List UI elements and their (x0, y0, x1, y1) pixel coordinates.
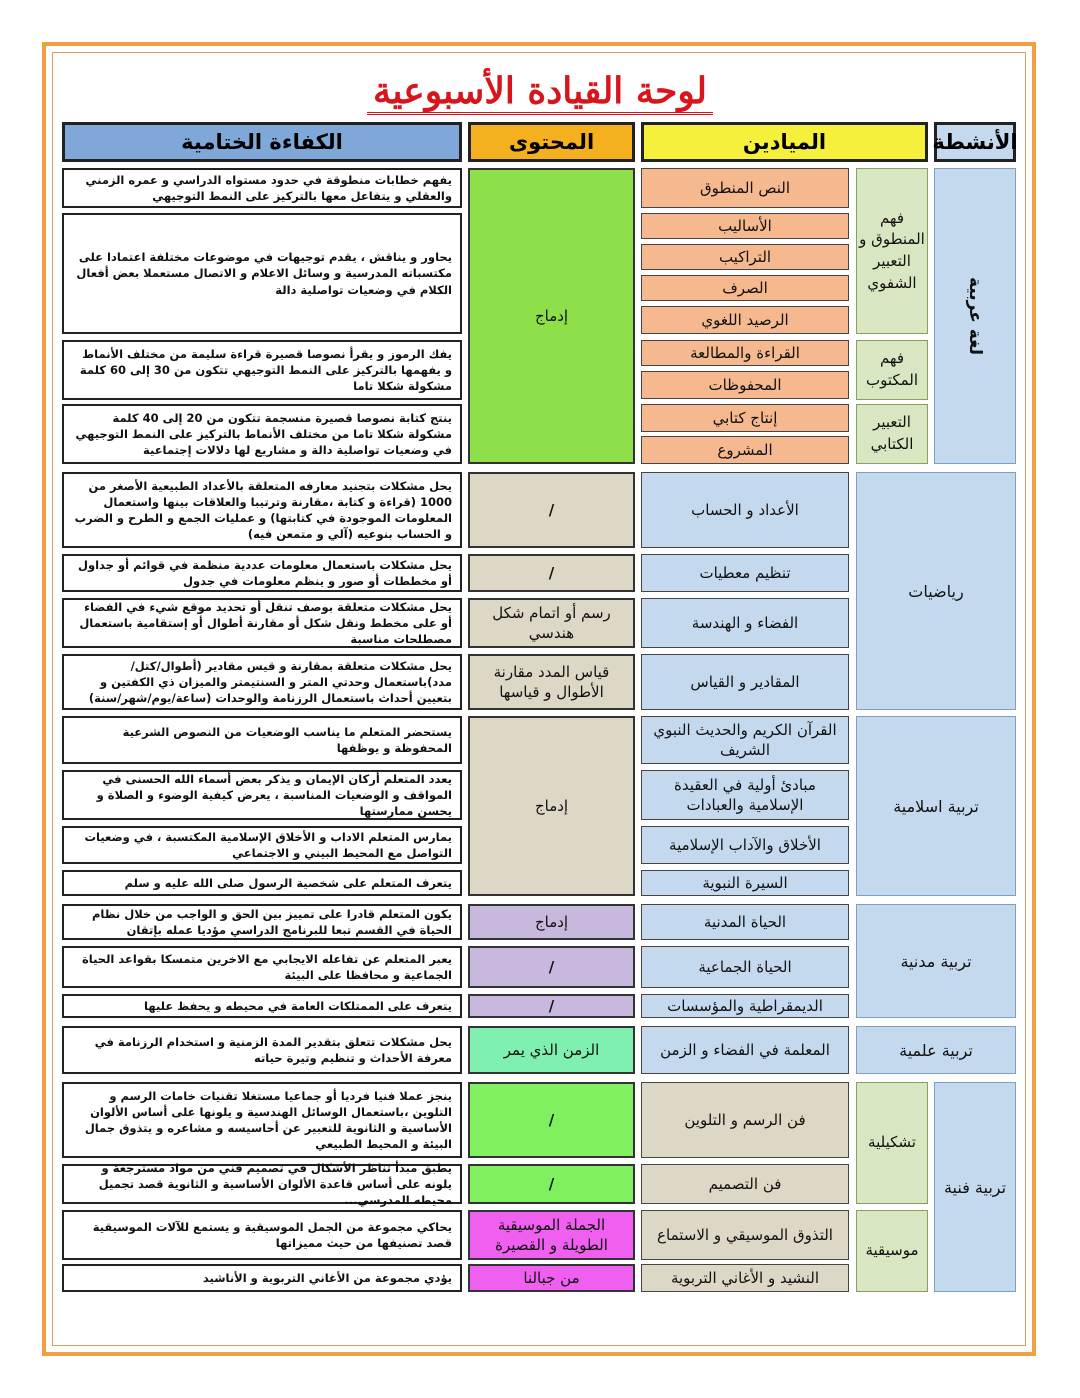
competency-15: يتعرف على الممتلكات العامة في محيطه و يحفظ عليها (62, 994, 462, 1018)
competency-7: يحل مشكلات متعلقة بوصف تنقل أو تحديد موقع شيء في الفضاء أو على مخطط ونقل شكل أو مقارنة أطوال أو إستقامية باستعمال مصطلحات مناسبة (62, 598, 462, 648)
header-activities: الأنشطة (934, 122, 1016, 162)
competency-17: ينجز عملا فنيا فرديا أو جماعيا مستغلا تقنيات خامات الرسم و التلوين ،باستعمال الوسائل الهندسية و يلونها على أساس الألوان الأساسية و الثانوية للتعبير عن أحاسيسه و مشاعره و يتذوق جمال البيئة و المحيط الطبيعي (62, 1082, 462, 1158)
domain-3: التراكيب (641, 244, 849, 270)
domain-11: تنظيم معطيات (641, 554, 849, 592)
competency-5: يحل مشكلات بتجنيد معارفه المتعلقة بالأعداد الطبيعية الأصغر من 1000 (قراءة و كتابة ،مقارنة وترتيبا والعلاقات بينها واستعمال المعلومات الموجودة في كتابتها) و عمليات الجمع و الطرح و الضرب و الحساب بنوعيه (آلي و متمعن فيه) (62, 472, 462, 548)
domain-17: السيرة النبوية (641, 870, 849, 896)
content-2: / (468, 472, 635, 548)
content-1: إدماج (468, 168, 635, 464)
domain-1: النص المنطوق (641, 168, 849, 208)
content-12: / (468, 1164, 635, 1204)
competency-4: ينتج كتابة نصوصا قصيرة منسجمة تتكون من 20 إلى 40 كلمة مشكولة شكلا تاما من مختلف الأنماط بالتركيز على النمط التوجيهي في وضعيات تواصلية دالة و مشاريع لها دلالات إجتماعية (62, 404, 462, 464)
competency-2: يحاور و يناقش ، يقدم توجيهات في موضوعات مختلفة اعتمادا على مكتسباته المدرسية و وسائل الاعلام و الاتصال مستعملا بعض أفعال الكلام في وضعيات تواصلية دالة (62, 213, 462, 334)
domain-25: النشيد و الأغاني التربوية (641, 1264, 849, 1292)
competency-11: يمارس المتعلم الاداب و الأخلاق الإسلامية المكتسبة ، في وضعيات التواصل مع المحيط البيني و الاجتماعي (62, 826, 462, 864)
content-14: من جبالنا (468, 1264, 635, 1292)
content-7: إدماج (468, 904, 635, 940)
content-13: الجملة الموسيقية الطويلة و القصيرة (468, 1210, 635, 1260)
domain-18: الحياة المدنية (641, 904, 849, 940)
domain-22: فن الرسم و التلوين (641, 1082, 849, 1158)
activity-science: تربية علمية (856, 1026, 1016, 1074)
sub-plastic: تشكيلية (856, 1082, 928, 1204)
domain-23: فن التصميم (641, 1164, 849, 1204)
domain-2: الأساليب (641, 213, 849, 239)
domain-9: المشروع (641, 436, 849, 464)
domain-24: التذوق الموسيقي و الاستماع (641, 1210, 849, 1260)
domain-14: القرآن الكريم والحديث النبوي الشريف (641, 716, 849, 764)
activity-islamic: تربية اسلامية (856, 716, 1016, 896)
domain-20: الديمقراطية والمؤسسات (641, 994, 849, 1018)
competency-13: يكون المتعلم قادرا على تمييز بين الحق و الواجب من خلال نظام الحياة في القسم تبعا للبرنامج الدراسي مؤديا عمله بإتقان (62, 904, 462, 940)
sub-writing: التعبير الكتابي (856, 404, 928, 464)
content-10: الزمن الذي يمر (468, 1026, 635, 1074)
domain-12: الفضاء و الهندسة (641, 598, 849, 648)
competency-14: يعبر المتعلم عن تفاعله الايجابي مع الاخرين متمسكا بقواعد الحياة الجماعية و محافظا على البيئة (62, 946, 462, 988)
header-content: المحتوى (468, 122, 635, 162)
competency-16: يحل مشكلات تتعلق بتقدير المدة الزمنية و استخدام الرزنامة في معرفة الأحداث و تنظيم وتيرة حياته (62, 1026, 462, 1074)
domain-7: المحفوظات (641, 371, 849, 399)
sub-music: موسيقية (856, 1210, 928, 1292)
content-3: / (468, 554, 635, 592)
domain-6: القراءة والمطالعة (641, 340, 849, 366)
domain-10: الأعداد و الحساب (641, 472, 849, 548)
page-title (0, 70, 1080, 112)
domain-4: الصرف (641, 275, 849, 301)
content-4: رسم أو اتمام شكل هندسي (468, 598, 635, 648)
competency-19: يحاكي مجموعة من الجمل الموسيقية و يستمع للآلات الموسيقية قصد تصنيفها من حيث مميزاتها (62, 1210, 462, 1260)
domain-8: إنتاج كتابي (641, 404, 849, 432)
content-6: إدماج (468, 716, 635, 896)
competency-3: يفك الرموز و يقرأ نصوصا قصيرة قراءة سليمة من مختلف الأنماط و يفهمها بالتركيز على النمط التوجيهي تتكون من 30 إلى 60 كلمة مشكولة شكلا تاما (62, 340, 462, 400)
header-competency: الكفاءة الختامية (62, 122, 462, 162)
competency-1: يفهم خطابات منطوقة في حدود مستواه الدراسي و عمره الزمني والعقلي و يتفاعل معها بالتركيز على النمط التوجيهي (62, 168, 462, 208)
competency-20: يؤدي مجموعة من الأغاني التربوية و الأناشيد (62, 1264, 462, 1292)
content-9: / (468, 994, 635, 1018)
activity-arabic-label: لغة عربية (965, 276, 985, 356)
content-5: قياس المدد مقارنة الأطوال و قياسها (468, 654, 635, 710)
domain-16: الأخلاق والآداب الإسلامية (641, 826, 849, 864)
competency-12: يتعرف المتعلم على شخصية الرسول صلى الله عليه و سلم (62, 870, 462, 896)
domain-19: الحياة الجماعية (641, 946, 849, 988)
header-domains: الميادين (641, 122, 928, 162)
sub-written: فهم المكتوب (856, 340, 928, 400)
competency-6: يحل مشكلات باستعمال معلومات عددية منظمة في قوائم أو جداول أو مخططات أو صور و ينظم معلومات في جدول (62, 554, 462, 592)
domain-21: المعلمة في الفضاء و الزمن (641, 1026, 849, 1074)
domain-5: الرصيد اللغوي (641, 306, 849, 334)
competency-18: يطبق مبدأ تناظر الأشكال في تصميم فني من مواد مسترجعة و يلونه على أساس قاعدة الألوان الأساسية و الثانوية قصد تجميل محيطه المدرسي... (62, 1164, 462, 1204)
activity-arabic (934, 168, 1016, 464)
competency-9: يستحضر المتعلم ما يناسب الوضعيات من النصوص الشرعية المحفوظة و يوظفها (62, 716, 462, 764)
content-11: / (468, 1082, 635, 1158)
competency-8: يحل مشكلات متعلقة بمقارنة و قيس مقادير (أطوال/كتل/مدد)باستعمال وحدتي المتر و السنتيمتر والميزان ذي الكفتين و بتعيين أحداث باستعمال الرزنامة والوحدات (ساعة/يوم/شهر/سنة) (62, 654, 462, 710)
activity-art: تربية فنية (934, 1082, 1016, 1292)
domain-13: المقادير و القياس (641, 654, 849, 710)
sub-oral: فهم المنطوق و التعبير الشفوي (856, 168, 928, 334)
content-8: / (468, 946, 635, 988)
competency-10: يعدد المتعلم أركان الإيمان و يذكر بعض أسماء الله الحسنى في المواقف و الوضعيات المناسبة ، يعرض كيفية الوضوء و الصلاة و يحسن ممارستها (62, 770, 462, 820)
domain-15: مبادئ أولية في العقيدة الإسلامية والعبادات (641, 770, 849, 820)
activity-civic: تربية مدنية (856, 904, 1016, 1018)
page-title-text: لوحة القيادة الأسبوعية (367, 70, 713, 115)
activity-math: رياضيات (856, 472, 1016, 710)
